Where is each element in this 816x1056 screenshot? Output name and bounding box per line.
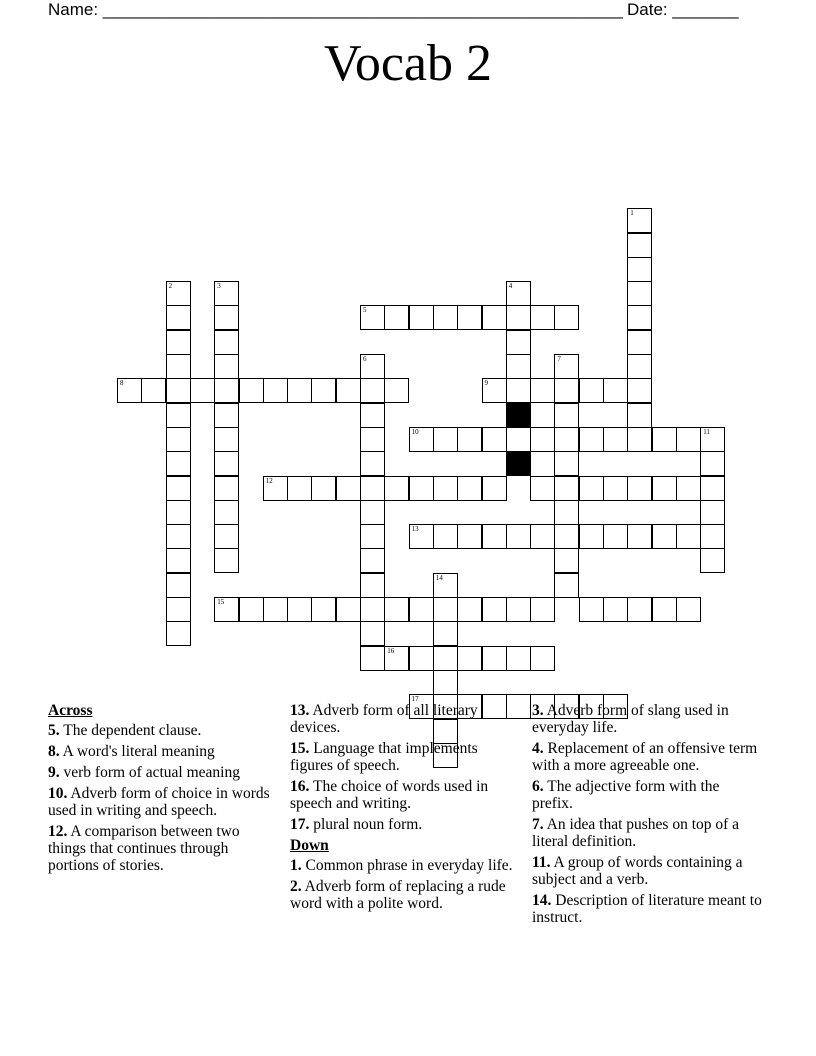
clue-number: 12: [265, 476, 273, 485]
crossword-cell[interactable]: [287, 597, 312, 622]
clue-item-number: 10.: [48, 785, 68, 802]
crossword-cell[interactable]: [554, 451, 579, 476]
crossword-cell[interactable]: [384, 378, 409, 403]
down-heading: Down: [290, 837, 329, 854]
crossword-cell-1[interactable]: [627, 208, 652, 233]
crossword-cell[interactable]: [627, 281, 652, 306]
clue-item: [532, 702, 762, 736]
crossword-cell[interactable]: [166, 621, 191, 646]
clue-list-col1: [48, 722, 278, 874]
crossword-cell[interactable]: [603, 476, 628, 501]
crossword-cell[interactable]: [166, 573, 191, 598]
crossword-cell[interactable]: [554, 476, 579, 501]
crossword-cell[interactable]: [579, 378, 604, 403]
clue-item-text: An idea that pushes on top of a literal definition.: [532, 816, 740, 850]
crossword-cell[interactable]: [457, 305, 482, 330]
crossword-cell[interactable]: [700, 548, 725, 573]
page-title: Vocab 2: [323, 35, 492, 92]
crossword-cell[interactable]: [627, 476, 652, 501]
crossword-cell[interactable]: [166, 403, 191, 428]
crossword-cell[interactable]: [506, 646, 531, 671]
crossword-cell[interactable]: [627, 233, 652, 258]
crossword-cell[interactable]: [433, 597, 458, 622]
crossword-cell[interactable]: [554, 378, 579, 403]
crossword-cell[interactable]: [530, 597, 555, 622]
crossword-cell[interactable]: [311, 378, 336, 403]
clue-number: 11: [703, 427, 710, 436]
clue-item: [532, 740, 762, 774]
crossword-cell[interactable]: [506, 330, 531, 355]
crossword-cell[interactable]: [579, 476, 604, 501]
crossword-cell[interactable]: [360, 500, 385, 525]
blocked-cell: [506, 451, 531, 476]
clue-number: 5: [363, 306, 367, 315]
clue-item: [290, 740, 520, 774]
clue-item-number: 4.: [532, 740, 544, 757]
clue-column-2: [290, 702, 520, 916]
clue-item: [48, 722, 278, 739]
crossword-cell-5[interactable]: [360, 305, 385, 330]
crossword-cell[interactable]: [433, 646, 458, 671]
crossword-cell[interactable]: [336, 378, 361, 403]
clue-item: [532, 778, 762, 812]
clue-item-text: Adverb form of slang used in everyday life.: [532, 702, 729, 736]
clue-item-text: Language that implements figures of speech.: [290, 740, 478, 774]
crossword-cell[interactable]: [627, 305, 652, 330]
crossword-cell[interactable]: [166, 548, 191, 573]
crossword-cell[interactable]: [166, 378, 191, 403]
crossword-cell-3[interactable]: [214, 281, 239, 306]
crossword-cell[interactable]: [409, 305, 434, 330]
crossword-cell[interactable]: [214, 524, 239, 549]
crossword-cell-12[interactable]: [263, 476, 288, 501]
clue-item-text: The dependent clause.: [59, 722, 202, 739]
crossword-cell[interactable]: [166, 451, 191, 476]
crossword-cell[interactable]: [652, 427, 677, 452]
crossword-cell[interactable]: [214, 330, 239, 355]
crossword-cell[interactable]: [554, 403, 579, 428]
crossword-cell[interactable]: [360, 621, 385, 646]
crossword-cell[interactable]: [579, 524, 604, 549]
crossword-cell[interactable]: [360, 403, 385, 428]
crossword-cell[interactable]: [676, 524, 701, 549]
crossword-cell[interactable]: [433, 621, 458, 646]
clue-number: 13: [411, 525, 419, 534]
crossword-cell[interactable]: [627, 597, 652, 622]
crossword-cell-15[interactable]: [214, 597, 239, 622]
crossword-cell[interactable]: [166, 597, 191, 622]
crossword-cell[interactable]: [239, 597, 264, 622]
clue-item-number: 13.: [290, 702, 310, 719]
clue-number: 7: [557, 355, 561, 363]
clue-number: 17: [411, 695, 419, 704]
clue-item-number: 12.: [48, 823, 68, 840]
clue-item-text: Adverb form of choice in words used in writing and speech.: [48, 785, 270, 819]
crossword-cell[interactable]: [214, 305, 239, 330]
clue-column-1: [48, 702, 278, 878]
clue-item-text: The adjective form with the prefix.: [532, 778, 720, 812]
clue-item-number: 8.: [48, 743, 60, 760]
crossword-cell[interactable]: [482, 305, 507, 330]
clue-item: [290, 778, 520, 812]
crossword-cell[interactable]: [166, 305, 191, 330]
clue-item-number: 6.: [532, 778, 544, 795]
name-line: Name: _______________________________________________________: [48, 0, 623, 19]
crossword-cell[interactable]: [530, 524, 555, 549]
crossword-cell[interactable]: [166, 330, 191, 355]
crossword-cell[interactable]: [603, 427, 628, 452]
crossword-cell[interactable]: [433, 670, 458, 695]
crossword-cell[interactable]: [652, 597, 677, 622]
crossword-cell[interactable]: [409, 646, 434, 671]
clue-list-col2-across: [290, 702, 520, 833]
crossword-cell-14[interactable]: [433, 573, 458, 598]
crossword-cell[interactable]: [433, 427, 458, 452]
clue-item: [48, 743, 278, 760]
crossword-cell[interactable]: [506, 524, 531, 549]
crossword-cell[interactable]: [360, 476, 385, 501]
crossword-cell[interactable]: [336, 476, 361, 501]
clue-item-number: 5.: [48, 722, 60, 739]
crossword-cell[interactable]: [554, 548, 579, 573]
clue-item-number: 16.: [290, 778, 310, 795]
crossword-cell-6[interactable]: [360, 354, 385, 379]
clue-item-number: 11.: [532, 854, 551, 871]
clue-item-text: Common phrase in everyday life.: [301, 857, 513, 874]
crossword-cell[interactable]: [554, 427, 579, 452]
clue-item-text: The choice of words used in speech and writing.: [290, 778, 489, 812]
clue-number: 14: [435, 573, 443, 582]
crossword-cell[interactable]: [506, 427, 531, 452]
clue-number: 15: [217, 598, 225, 606]
clue-column-3: [532, 702, 762, 930]
crossword-cell[interactable]: [482, 427, 507, 452]
crossword-cell[interactable]: [360, 548, 385, 573]
crossword-cell[interactable]: [482, 524, 507, 549]
across-heading: Across: [48, 702, 93, 719]
crossword-cell[interactable]: [166, 524, 191, 549]
clue-number: 4: [508, 282, 513, 291]
clue-item-text: Replacement of an offensive term with a more agreeable one.: [532, 740, 758, 774]
crossword-cell[interactable]: [506, 354, 531, 379]
crossword-cell[interactable]: [311, 476, 336, 501]
crossword-cell[interactable]: [530, 476, 555, 501]
clue-item: [290, 816, 520, 833]
clue-number: 9: [484, 379, 488, 388]
crossword-cell[interactable]: [214, 427, 239, 452]
crossword-cell[interactable]: [627, 257, 652, 282]
crossword-cell[interactable]: [530, 305, 555, 330]
crossword-cell[interactable]: [530, 646, 555, 671]
crossword-cell[interactable]: [579, 597, 604, 622]
clue-list-col3: [532, 702, 762, 926]
crossword-cell[interactable]: [530, 378, 555, 403]
crossword-cell[interactable]: [384, 305, 409, 330]
crossword-cell[interactable]: [627, 330, 652, 355]
crossword-cell[interactable]: [700, 524, 725, 549]
crossword-cell[interactable]: [433, 305, 458, 330]
crossword-cell[interactable]: [627, 354, 652, 379]
crossword-cell[interactable]: [166, 500, 191, 525]
clue-item-number: 1.: [290, 857, 302, 874]
crossword-cell[interactable]: [214, 378, 239, 403]
crossword-cell[interactable]: [457, 597, 482, 622]
crossword-cell[interactable]: [384, 597, 409, 622]
clue-item-text: Adverb form of replacing a rude word with a polite word.: [290, 878, 506, 912]
blocked-cell: [506, 403, 531, 428]
clue-number: 10: [411, 427, 419, 436]
crossword-cell[interactable]: [676, 427, 701, 452]
crossword-cell-8[interactable]: [117, 378, 142, 403]
crossword-cell[interactable]: [700, 476, 725, 501]
crossword-cell[interactable]: [166, 476, 191, 501]
clue-item-text: A word's literal meaning: [59, 743, 215, 760]
crossword-cell[interactable]: [603, 378, 628, 403]
crossword-cell[interactable]: [360, 451, 385, 476]
crossword-cell-4[interactable]: [506, 281, 531, 306]
crossword-cell[interactable]: [554, 305, 579, 330]
clue-number: 16: [387, 646, 395, 655]
crossword-cell[interactable]: [700, 500, 725, 525]
crossword-cell[interactable]: [360, 573, 385, 598]
clue-item-text: plural noun form.: [309, 816, 423, 833]
crossword-cell[interactable]: [263, 597, 288, 622]
crossword-cell[interactable]: [627, 524, 652, 549]
crossword-cell[interactable]: [214, 500, 239, 525]
crossword-cell[interactable]: [579, 427, 604, 452]
crossword-cell[interactable]: [457, 524, 482, 549]
clue-item-text: Adverb form of all literary devices.: [290, 702, 478, 736]
crossword-cell[interactable]: [627, 378, 652, 403]
clue-item-number: 3.: [532, 702, 544, 719]
clue-number: 2: [168, 282, 173, 291]
clue-item: [532, 816, 762, 850]
crossword-cell[interactable]: [214, 354, 239, 379]
clue-item: [290, 878, 520, 912]
crossword-cell[interactable]: [214, 403, 239, 428]
clue-item: [48, 785, 278, 819]
crossword-cell[interactable]: [214, 548, 239, 573]
crossword-cell-13[interactable]: [409, 524, 434, 549]
crossword-cell[interactable]: [287, 378, 312, 403]
crossword-cell[interactable]: [239, 378, 264, 403]
crossword-cell[interactable]: [214, 476, 239, 501]
crossword-cell[interactable]: [554, 500, 579, 525]
clue-number: 6: [363, 355, 367, 363]
clue-item: [48, 764, 278, 781]
crossword-cell[interactable]: [336, 597, 361, 622]
clue-item-text: verb form of actual meaning: [59, 764, 240, 781]
crossword-cell-7[interactable]: [554, 354, 579, 379]
crossword-cell[interactable]: [360, 646, 385, 671]
crossword-cell[interactable]: [457, 646, 482, 671]
clue-item-text: Description of literature meant to instruct.: [532, 892, 762, 926]
crossword-cell[interactable]: [554, 573, 579, 598]
crossword-cell[interactable]: [457, 476, 482, 501]
crossword-cell[interactable]: [627, 427, 652, 452]
crossword-cell[interactable]: [676, 476, 701, 501]
crossword-cell-10[interactable]: [409, 427, 434, 452]
crossword-cell[interactable]: [190, 378, 215, 403]
crossword-cell[interactable]: [482, 476, 507, 501]
crossword-cell[interactable]: [506, 305, 531, 330]
clue-item: [48, 823, 278, 874]
crossword-cell[interactable]: [409, 597, 434, 622]
clue-number: 1: [630, 209, 634, 218]
crossword-cell[interactable]: [433, 524, 458, 549]
crossword-cell[interactable]: [263, 378, 288, 403]
clue-item-number: 9.: [48, 764, 60, 781]
crossword-cell[interactable]: [652, 524, 677, 549]
clue-item-number: 17.: [290, 816, 310, 833]
crossword-cell[interactable]: [530, 427, 555, 452]
crossword-cell[interactable]: [482, 646, 507, 671]
clue-item-number: 2.: [290, 878, 302, 895]
clue-item-text: A group of words containing a subject and a verb.: [532, 854, 743, 888]
crossword-cell[interactable]: [287, 476, 312, 501]
crossword-cell[interactable]: [360, 597, 385, 622]
crossword-cell[interactable]: [676, 597, 701, 622]
crossword-cell-16[interactable]: [384, 646, 409, 671]
clue-number: 3: [217, 282, 221, 291]
crossword-cell[interactable]: [141, 378, 166, 403]
crossword-cell[interactable]: [360, 524, 385, 549]
crossword-cell[interactable]: [384, 476, 409, 501]
clue-item: [532, 854, 762, 888]
crossword-cell[interactable]: [482, 597, 507, 622]
crossword-cell[interactable]: [554, 524, 579, 549]
crossword-cell[interactable]: [166, 354, 191, 379]
clue-number: 8: [120, 379, 124, 388]
crossword-cell[interactable]: [700, 451, 725, 476]
crossword-cell[interactable]: [652, 476, 677, 501]
crossword-cell[interactable]: [506, 597, 531, 622]
crossword-cell[interactable]: [166, 427, 191, 452]
clue-item: [532, 892, 762, 926]
clue-item-number: 14.: [532, 892, 552, 909]
crossword-cell-9[interactable]: [482, 378, 507, 403]
clue-item: [290, 857, 520, 874]
clue-list-col2-down: [290, 857, 520, 912]
crossword-cell[interactable]: [433, 476, 458, 501]
crossword-cell[interactable]: [506, 378, 531, 403]
crossword-cell-11[interactable]: [700, 427, 725, 452]
crossword-cell[interactable]: [603, 524, 628, 549]
clue-item: [290, 702, 520, 736]
crossword-cell[interactable]: [214, 451, 239, 476]
crossword-cell[interactable]: [311, 597, 336, 622]
crossword-cell[interactable]: [409, 476, 434, 501]
crossword-cell[interactable]: [603, 597, 628, 622]
clue-item-number: 15.: [290, 740, 310, 757]
crossword-cell[interactable]: [457, 427, 482, 452]
clue-item-number: 7.: [532, 816, 544, 833]
crossword-cell[interactable]: [627, 403, 652, 428]
clue-item-text: A comparison between two things that continues through portions of stories.: [48, 823, 240, 874]
crossword-cell[interactable]: [360, 427, 385, 452]
crossword-cell-2[interactable]: [166, 281, 191, 306]
date-line: Date: _______: [627, 0, 739, 19]
crossword-cell[interactable]: [360, 378, 385, 403]
